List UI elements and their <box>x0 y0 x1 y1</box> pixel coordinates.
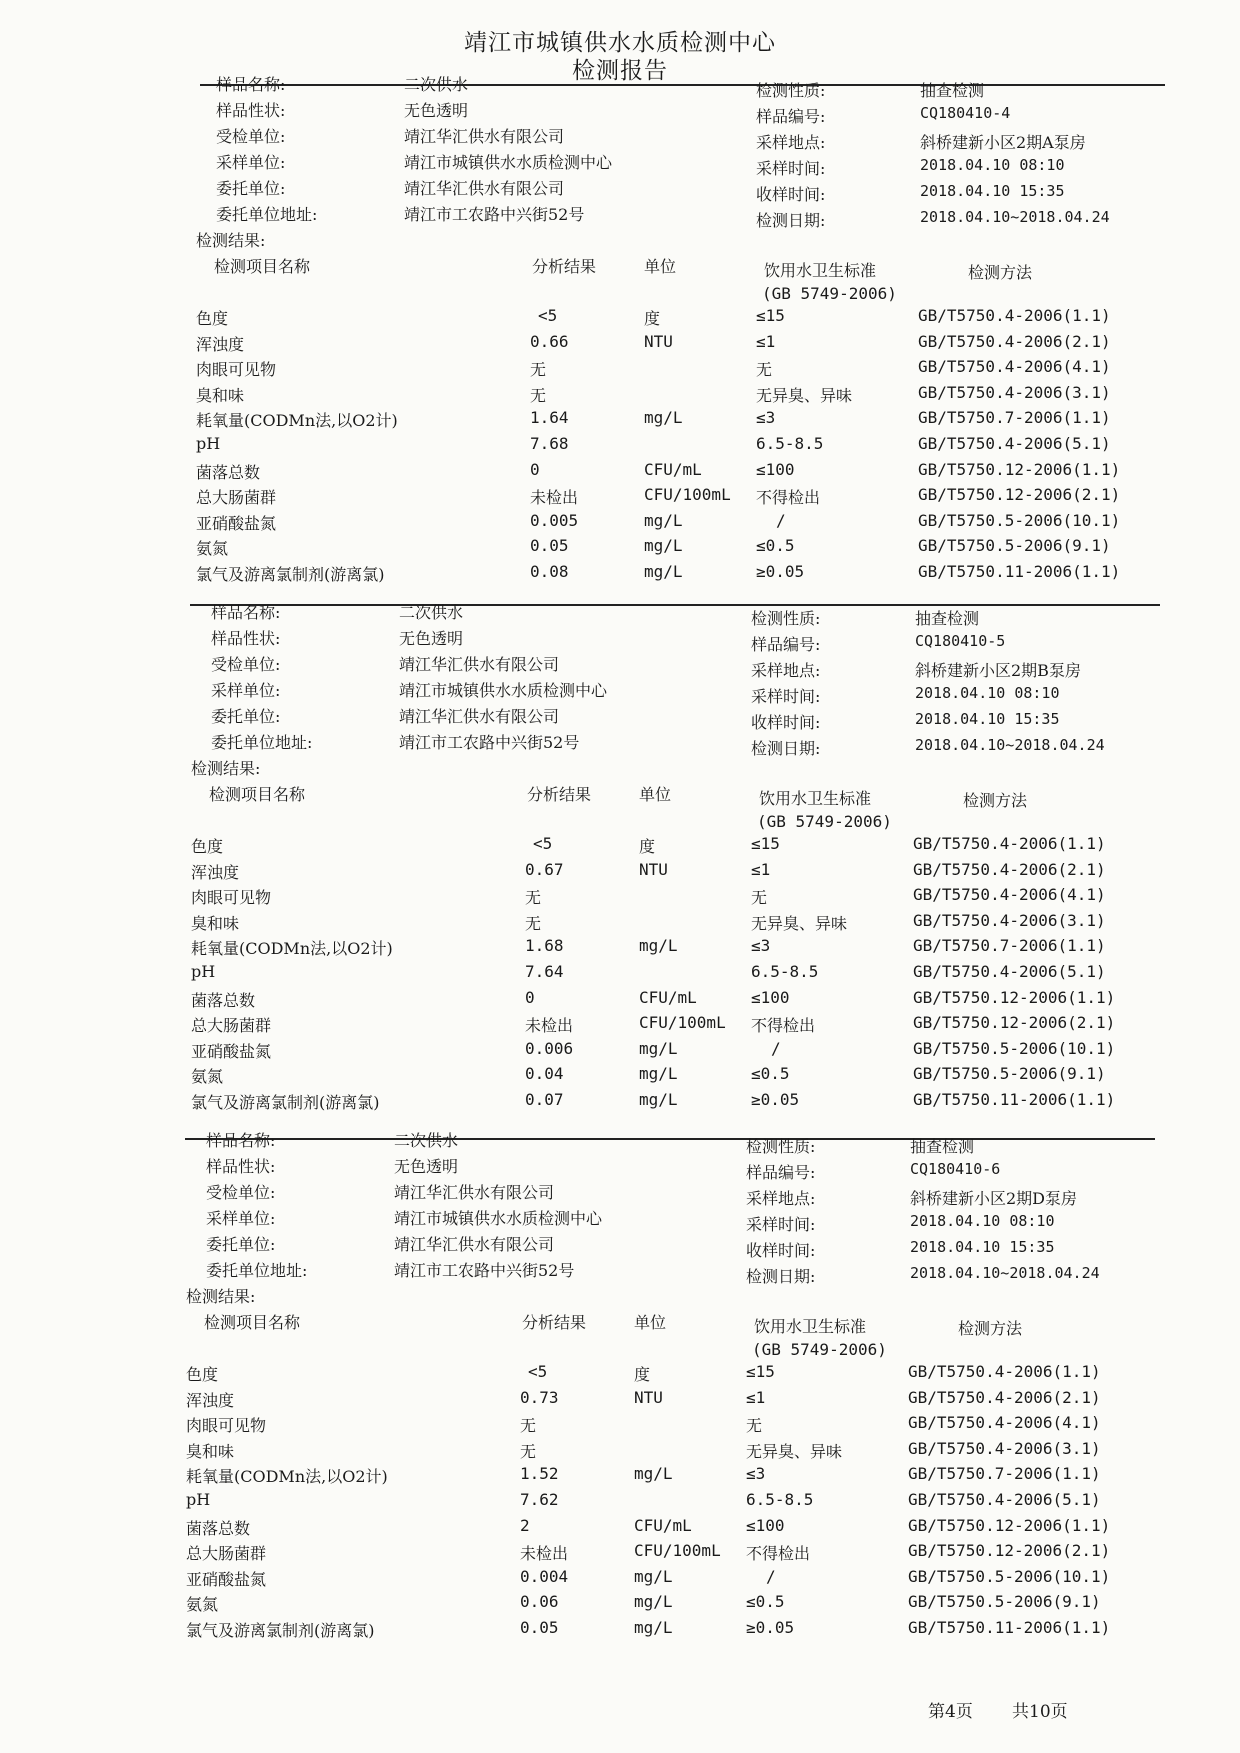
item-name: 菌落总数 <box>191 990 256 1010</box>
value-sampling-unit: 靖江市城镇供水水质检测中心 <box>399 681 608 700</box>
label-entrusting-unit: 委托单位: <box>216 179 286 198</box>
item-name: pH <box>191 962 216 981</box>
item-unit: mg/L <box>644 408 683 428</box>
item-name: 亚硝酸盐氮 <box>196 513 277 533</box>
item-result: 未检出 <box>530 488 579 508</box>
item-result: <5 <box>538 306 558 325</box>
label-test-date: 检测日期: <box>756 211 826 230</box>
item-unit: mg/L <box>639 1038 678 1058</box>
item-method: GB/T5750.4-2006(5.1) <box>918 434 1111 453</box>
results-heading: 检测结果: <box>196 231 266 250</box>
col-header-standard-code: (GB 5749-2006) <box>757 812 892 831</box>
item-result: 2 <box>520 1515 530 1535</box>
value-sampling-time: 2018.04.10 08:10 <box>915 684 1060 702</box>
item-name: 浑浊度 <box>196 334 245 354</box>
item-result: <5 <box>533 834 553 853</box>
label-entrusting-address: 委托单位地址: <box>211 733 313 752</box>
item-name: 臭和味 <box>191 913 240 933</box>
col-header-result: 分析结果 <box>532 257 597 276</box>
item-method: GB/T5750.7-2006(1.1) <box>913 936 1106 956</box>
value-inspected-unit: 靖江华汇供水有限公司 <box>399 655 560 674</box>
value-entrusting-address: 靖江市工农路中兴街52号 <box>404 205 585 224</box>
item-unit: mg/L <box>644 562 683 581</box>
item-standard: 无 <box>746 1416 763 1436</box>
item-standard: ≤100 <box>756 459 795 479</box>
label-entrusting-address: 委托单位地址: <box>216 205 318 224</box>
value-sampling-time: 2018.04.10 08:10 <box>910 1212 1055 1230</box>
label-sampling-unit: 采样单位: <box>216 153 286 172</box>
item-standard: 不得检出 <box>746 1544 811 1564</box>
value-sample-name: 二次供水 <box>399 603 464 622</box>
item-standard: ≤0.5 <box>751 1064 790 1084</box>
col-header-method: 检测方法 <box>958 1319 1023 1338</box>
item-method: GB/T5750.4-2006(5.1) <box>908 1490 1101 1509</box>
item-result: 1.64 <box>530 408 569 428</box>
item-result: 0.73 <box>520 1387 559 1407</box>
item-unit: 度 <box>644 309 661 328</box>
label-sampling-time: 采样时间: <box>751 687 821 706</box>
item-method: GB/T5750.4-2006(1.1) <box>908 1362 1101 1381</box>
item-result: 无 <box>530 385 547 405</box>
item-name: 浑浊度 <box>186 1390 235 1410</box>
value-entrusting-unit: 靖江华汇供水有限公司 <box>404 179 565 198</box>
item-name: 氨氮 <box>191 1067 224 1087</box>
item-unit: CFU/100mL <box>644 485 731 505</box>
item-result: 无 <box>520 1441 537 1461</box>
col-header-unit: 单位 <box>639 785 672 804</box>
item-method: GB/T5750.5-2006(9.1) <box>908 1592 1101 1612</box>
item-method: GB/T5750.12-2006(2.1) <box>913 1013 1116 1033</box>
label-sampling-site: 采样地点: <box>756 133 826 152</box>
label-sampling-unit: 采样单位: <box>211 681 281 700</box>
value-entrusting-address: 靖江市工农路中兴街52号 <box>399 733 580 752</box>
label-sample-state: 样品性状: <box>211 629 281 648</box>
item-method: GB/T5750.4-2006(4.1) <box>913 885 1106 905</box>
item-method: GB/T5750.5-2006(9.1) <box>913 1064 1106 1084</box>
value-sample-state: 无色透明 <box>404 101 469 120</box>
item-name: 亚硝酸盐氮 <box>191 1041 272 1061</box>
value-receiving-time: 2018.04.10 15:35 <box>915 710 1060 728</box>
item-standard: ≤100 <box>751 987 790 1007</box>
value-sampling-site: 斜桥建新小区2期A泵房 <box>920 133 1086 152</box>
item-standard: ≥0.05 <box>746 1618 795 1637</box>
item-result: 0.07 <box>525 1090 564 1109</box>
item-result: 0.06 <box>520 1592 559 1612</box>
item-method: GB/T5750.4-2006(4.1) <box>908 1413 1101 1433</box>
label-sample-state: 样品性状: <box>216 101 286 120</box>
label-inspected-unit: 受检单位: <box>211 655 281 674</box>
item-standard: 无 <box>756 360 773 380</box>
col-header-standard-code: (GB 5749-2006) <box>762 284 897 303</box>
item-standard: ≤15 <box>756 306 785 325</box>
col-header-method: 检测方法 <box>963 791 1028 810</box>
item-unit: mg/L <box>634 1618 673 1637</box>
item-standard: ≤0.5 <box>746 1592 785 1612</box>
label-sample-state: 样品性状: <box>206 1157 276 1176</box>
report-title: 检测报告 <box>572 58 668 84</box>
item-result: 0.67 <box>525 859 564 879</box>
item-method: GB/T5750.4-2006(1.1) <box>918 306 1111 325</box>
item-result: 7.64 <box>525 962 564 981</box>
value-sample-name: 二次供水 <box>404 75 469 94</box>
item-standard: 6.5-8.5 <box>746 1490 814 1509</box>
item-unit: mg/L <box>634 1566 673 1586</box>
label-sampling-time: 采样时间: <box>756 159 826 178</box>
value-receiving-time: 2018.04.10 15:35 <box>920 182 1065 200</box>
item-method: GB/T5750.4-2006(3.1) <box>918 382 1111 402</box>
item-unit: CFU/mL <box>639 987 697 1007</box>
value-sample-state: 无色透明 <box>394 1157 459 1176</box>
item-name: 氯气及游离氯制剂(游离氯) <box>196 565 385 584</box>
item-result: 7.62 <box>520 1490 559 1509</box>
item-name: 色度 <box>186 1365 219 1384</box>
item-method: GB/T5750.4-2006(3.1) <box>908 1438 1101 1458</box>
item-name: pH <box>186 1490 211 1509</box>
report-org-title: 靖江市城镇供水水质检测中心 <box>464 30 776 56</box>
label-sampling-site: 采样地点: <box>751 661 821 680</box>
value-test-nature: 抽查检测 <box>920 81 985 100</box>
item-name: 色度 <box>196 309 229 328</box>
item-method: GB/T5750.4-2006(2.1) <box>908 1387 1101 1407</box>
item-unit: mg/L <box>639 936 678 956</box>
label-sample-name: 样品名称: <box>211 603 281 622</box>
item-method: GB/T5750.5-2006(10.1) <box>918 510 1121 530</box>
value-sampling-time: 2018.04.10 08:10 <box>920 156 1065 174</box>
value-entrusting-unit: 靖江华汇供水有限公司 <box>399 707 560 726</box>
col-header-result: 分析结果 <box>522 1313 587 1332</box>
value-inspected-unit: 靖江华汇供水有限公司 <box>404 127 565 146</box>
col-header-standard: 饮用水卫生标准 <box>764 261 877 280</box>
item-standard: 无异臭、异味 <box>746 1441 843 1461</box>
item-method: GB/T5750.11-2006(1.1) <box>918 562 1121 581</box>
value-sample-no: CQ180410-5 <box>915 632 1006 650</box>
item-standard: ≤1 <box>751 859 771 879</box>
item-method: GB/T5750.12-2006(2.1) <box>908 1541 1111 1561</box>
label-sample-name: 样品名称: <box>206 1131 276 1150</box>
item-result: 0 <box>525 987 535 1007</box>
item-name: 氨氮 <box>186 1595 219 1615</box>
item-result: 0.66 <box>530 331 569 351</box>
block-separator <box>190 604 1160 606</box>
item-standard: 无异臭、异味 <box>756 385 853 405</box>
item-method: GB/T5750.5-2006(10.1) <box>908 1566 1111 1586</box>
value-sampling-site: 斜桥建新小区2期D泵房 <box>910 1189 1078 1208</box>
item-standard: ≤1 <box>756 331 776 351</box>
item-standard: ≤0.5 <box>756 536 795 556</box>
item-method: GB/T5750.12-2006(1.1) <box>913 987 1116 1007</box>
item-name: 肉眼可见物 <box>196 360 277 380</box>
item-result: 7.68 <box>530 434 569 453</box>
label-sample-no: 样品编号: <box>756 107 826 126</box>
value-sample-state: 无色透明 <box>399 629 464 648</box>
item-standard: ≤3 <box>751 936 771 956</box>
item-result: 未检出 <box>520 1544 569 1564</box>
item-standard: 6.5-8.5 <box>751 962 819 981</box>
item-name: 菌落总数 <box>196 462 261 482</box>
label-entrusting-address: 委托单位地址: <box>206 1261 308 1280</box>
page-total: 共10页 <box>1012 1702 1068 1722</box>
page-number: 第4页 <box>928 1702 973 1722</box>
item-result: 无 <box>520 1416 537 1436</box>
item-standard: 无异臭、异味 <box>751 913 848 933</box>
label-inspected-unit: 受检单位: <box>216 127 286 146</box>
col-header-standard: 饮用水卫生标准 <box>754 1317 867 1336</box>
item-unit: mg/L <box>644 510 683 530</box>
item-unit: mg/L <box>644 536 683 556</box>
item-result: 0.005 <box>530 510 579 530</box>
value-sample-no: CQ180410-6 <box>910 1160 1001 1178</box>
item-name: 总大肠菌群 <box>186 1544 267 1564</box>
item-result: 0.08 <box>530 562 569 581</box>
results-heading: 检测结果: <box>186 1287 256 1306</box>
col-header-result: 分析结果 <box>527 785 592 804</box>
item-name: 臭和味 <box>186 1441 235 1461</box>
col-header-item: 检测项目名称 <box>214 257 311 276</box>
value-sampling-unit: 靖江市城镇供水水质检测中心 <box>394 1209 603 1228</box>
label-sample-name: 样品名称: <box>216 75 286 94</box>
item-name: 色度 <box>191 837 224 856</box>
item-name: 氯气及游离氯制剂(游离氯) <box>191 1093 380 1112</box>
item-standard: 不得检出 <box>756 488 821 508</box>
item-standard: ≤3 <box>756 408 776 428</box>
item-standard: ≤3 <box>746 1464 766 1484</box>
item-standard: ≤1 <box>746 1387 766 1407</box>
item-standard: / <box>771 1038 781 1058</box>
label-inspected-unit: 受检单位: <box>206 1183 276 1202</box>
item-standard: ≤15 <box>746 1362 775 1381</box>
value-entrusting-address: 靖江市工农路中兴街52号 <box>394 1261 575 1280</box>
block-separator <box>200 84 1165 86</box>
item-standard: 6.5-8.5 <box>756 434 824 453</box>
value-entrusting-unit: 靖江华汇供水有限公司 <box>394 1235 555 1254</box>
item-result: 未检出 <box>525 1016 574 1036</box>
item-name: 浑浊度 <box>191 862 240 882</box>
item-method: GB/T5750.11-2006(1.1) <box>908 1618 1111 1637</box>
item-name: pH <box>196 434 221 453</box>
value-test-date: 2018.04.10~2018.04.24 <box>910 1264 1100 1282</box>
item-unit: NTU <box>639 859 668 879</box>
item-unit: 度 <box>634 1365 651 1384</box>
item-standard: ≤15 <box>751 834 780 853</box>
value-test-date: 2018.04.10~2018.04.24 <box>920 208 1110 226</box>
label-test-nature: 检测性质: <box>746 1137 816 1156</box>
col-header-unit: 单位 <box>634 1313 667 1332</box>
label-receiving-time: 收样时间: <box>756 185 826 204</box>
label-entrusting-unit: 委托单位: <box>211 707 281 726</box>
item-unit: CFU/mL <box>644 459 702 479</box>
value-sampling-unit: 靖江市城镇供水水质检测中心 <box>404 153 613 172</box>
item-method: GB/T5750.7-2006(1.1) <box>918 408 1111 428</box>
value-sample-name: 二次供水 <box>394 1131 459 1150</box>
item-unit: mg/L <box>639 1064 678 1084</box>
label-test-date: 检测日期: <box>751 739 821 758</box>
item-result: 0.05 <box>520 1618 559 1637</box>
value-test-date: 2018.04.10~2018.04.24 <box>915 736 1105 754</box>
item-result: <5 <box>528 1362 548 1381</box>
item-result: 0.006 <box>525 1038 574 1058</box>
item-standard: 无 <box>751 888 768 908</box>
label-test-date: 检测日期: <box>746 1267 816 1286</box>
item-method: GB/T5750.12-2006(1.1) <box>918 459 1121 479</box>
item-name: 耗氧量(CODMn法,以O2计) <box>191 939 393 959</box>
item-unit: NTU <box>634 1387 663 1407</box>
item-standard: ≤100 <box>746 1515 785 1535</box>
item-result: 0.05 <box>530 536 569 556</box>
value-test-nature: 抽查检测 <box>910 1137 975 1156</box>
item-method: GB/T5750.12-2006(1.1) <box>908 1515 1111 1535</box>
results-heading: 检测结果: <box>191 759 261 778</box>
col-header-standard-code: (GB 5749-2006) <box>752 1340 887 1359</box>
value-receiving-time: 2018.04.10 15:35 <box>910 1238 1055 1256</box>
item-method: GB/T5750.4-2006(3.1) <box>913 910 1106 930</box>
item-name: 亚硝酸盐氮 <box>186 1569 267 1589</box>
label-sampling-unit: 采样单位: <box>206 1209 276 1228</box>
item-result: 无 <box>530 360 547 380</box>
label-test-nature: 检测性质: <box>756 81 826 100</box>
item-method: GB/T5750.5-2006(9.1) <box>918 536 1111 556</box>
value-sampling-site: 斜桥建新小区2期B泵房 <box>915 661 1081 680</box>
label-sampling-site: 采样地点: <box>746 1189 816 1208</box>
item-name: 耗氧量(CODMn法,以O2计) <box>196 411 398 431</box>
label-receiving-time: 收样时间: <box>751 713 821 732</box>
item-result: 无 <box>525 888 542 908</box>
col-header-standard: 饮用水卫生标准 <box>759 789 872 808</box>
item-unit: CFU/100mL <box>634 1541 721 1561</box>
label-sample-no: 样品编号: <box>746 1163 816 1182</box>
label-test-nature: 检测性质: <box>751 609 821 628</box>
item-result: 无 <box>525 913 542 933</box>
label-receiving-time: 收样时间: <box>746 1241 816 1260</box>
item-name: 氨氮 <box>196 539 229 559</box>
label-sampling-time: 采样时间: <box>746 1215 816 1234</box>
item-result: 0.04 <box>525 1064 564 1084</box>
item-method: GB/T5750.4-2006(4.1) <box>918 357 1111 377</box>
col-header-method: 检测方法 <box>968 263 1033 282</box>
col-header-unit: 单位 <box>644 257 677 276</box>
label-sample-no: 样品编号: <box>751 635 821 654</box>
item-unit: 度 <box>639 837 656 856</box>
item-name: 肉眼可见物 <box>186 1416 267 1436</box>
item-name: 菌落总数 <box>186 1518 251 1538</box>
item-standard: / <box>766 1566 776 1586</box>
item-unit: mg/L <box>634 1592 673 1612</box>
label-entrusting-unit: 委托单位: <box>206 1235 276 1254</box>
item-unit: NTU <box>644 331 673 351</box>
value-inspected-unit: 靖江华汇供水有限公司 <box>394 1183 555 1202</box>
item-method: GB/T5750.4-2006(2.1) <box>918 331 1111 351</box>
block-separator <box>185 1138 1155 1140</box>
item-method: GB/T5750.5-2006(10.1) <box>913 1038 1116 1058</box>
item-method: GB/T5750.12-2006(2.1) <box>918 485 1121 505</box>
item-result: 0 <box>530 459 540 479</box>
item-name: 肉眼可见物 <box>191 888 272 908</box>
item-unit: CFU/100mL <box>639 1013 726 1033</box>
item-result: 1.52 <box>520 1464 559 1484</box>
item-result: 1.68 <box>525 936 564 956</box>
item-standard: 不得检出 <box>751 1016 816 1036</box>
col-header-item: 检测项目名称 <box>209 785 306 804</box>
item-standard: ≥0.05 <box>751 1090 800 1109</box>
item-name: 氯气及游离氯制剂(游离氯) <box>186 1621 375 1640</box>
item-name: 总大肠菌群 <box>196 488 277 508</box>
col-header-item: 检测项目名称 <box>204 1313 301 1332</box>
item-method: GB/T5750.4-2006(2.1) <box>913 859 1106 879</box>
item-method: GB/T5750.4-2006(5.1) <box>913 962 1106 981</box>
value-test-nature: 抽查检测 <box>915 609 980 628</box>
item-unit: CFU/mL <box>634 1515 692 1535</box>
item-name: 总大肠菌群 <box>191 1016 272 1036</box>
item-method: GB/T5750.7-2006(1.1) <box>908 1464 1101 1484</box>
item-standard: / <box>776 510 786 530</box>
item-name: 耗氧量(CODMn法,以O2计) <box>186 1467 388 1487</box>
item-method: GB/T5750.4-2006(1.1) <box>913 834 1106 853</box>
item-unit: mg/L <box>634 1464 673 1484</box>
item-result: 0.004 <box>520 1566 569 1586</box>
item-name: 臭和味 <box>196 385 245 405</box>
value-sample-no: CQ180410-4 <box>920 104 1011 122</box>
item-unit: mg/L <box>639 1090 678 1109</box>
item-standard: ≥0.05 <box>756 562 805 581</box>
item-method: GB/T5750.11-2006(1.1) <box>913 1090 1116 1109</box>
